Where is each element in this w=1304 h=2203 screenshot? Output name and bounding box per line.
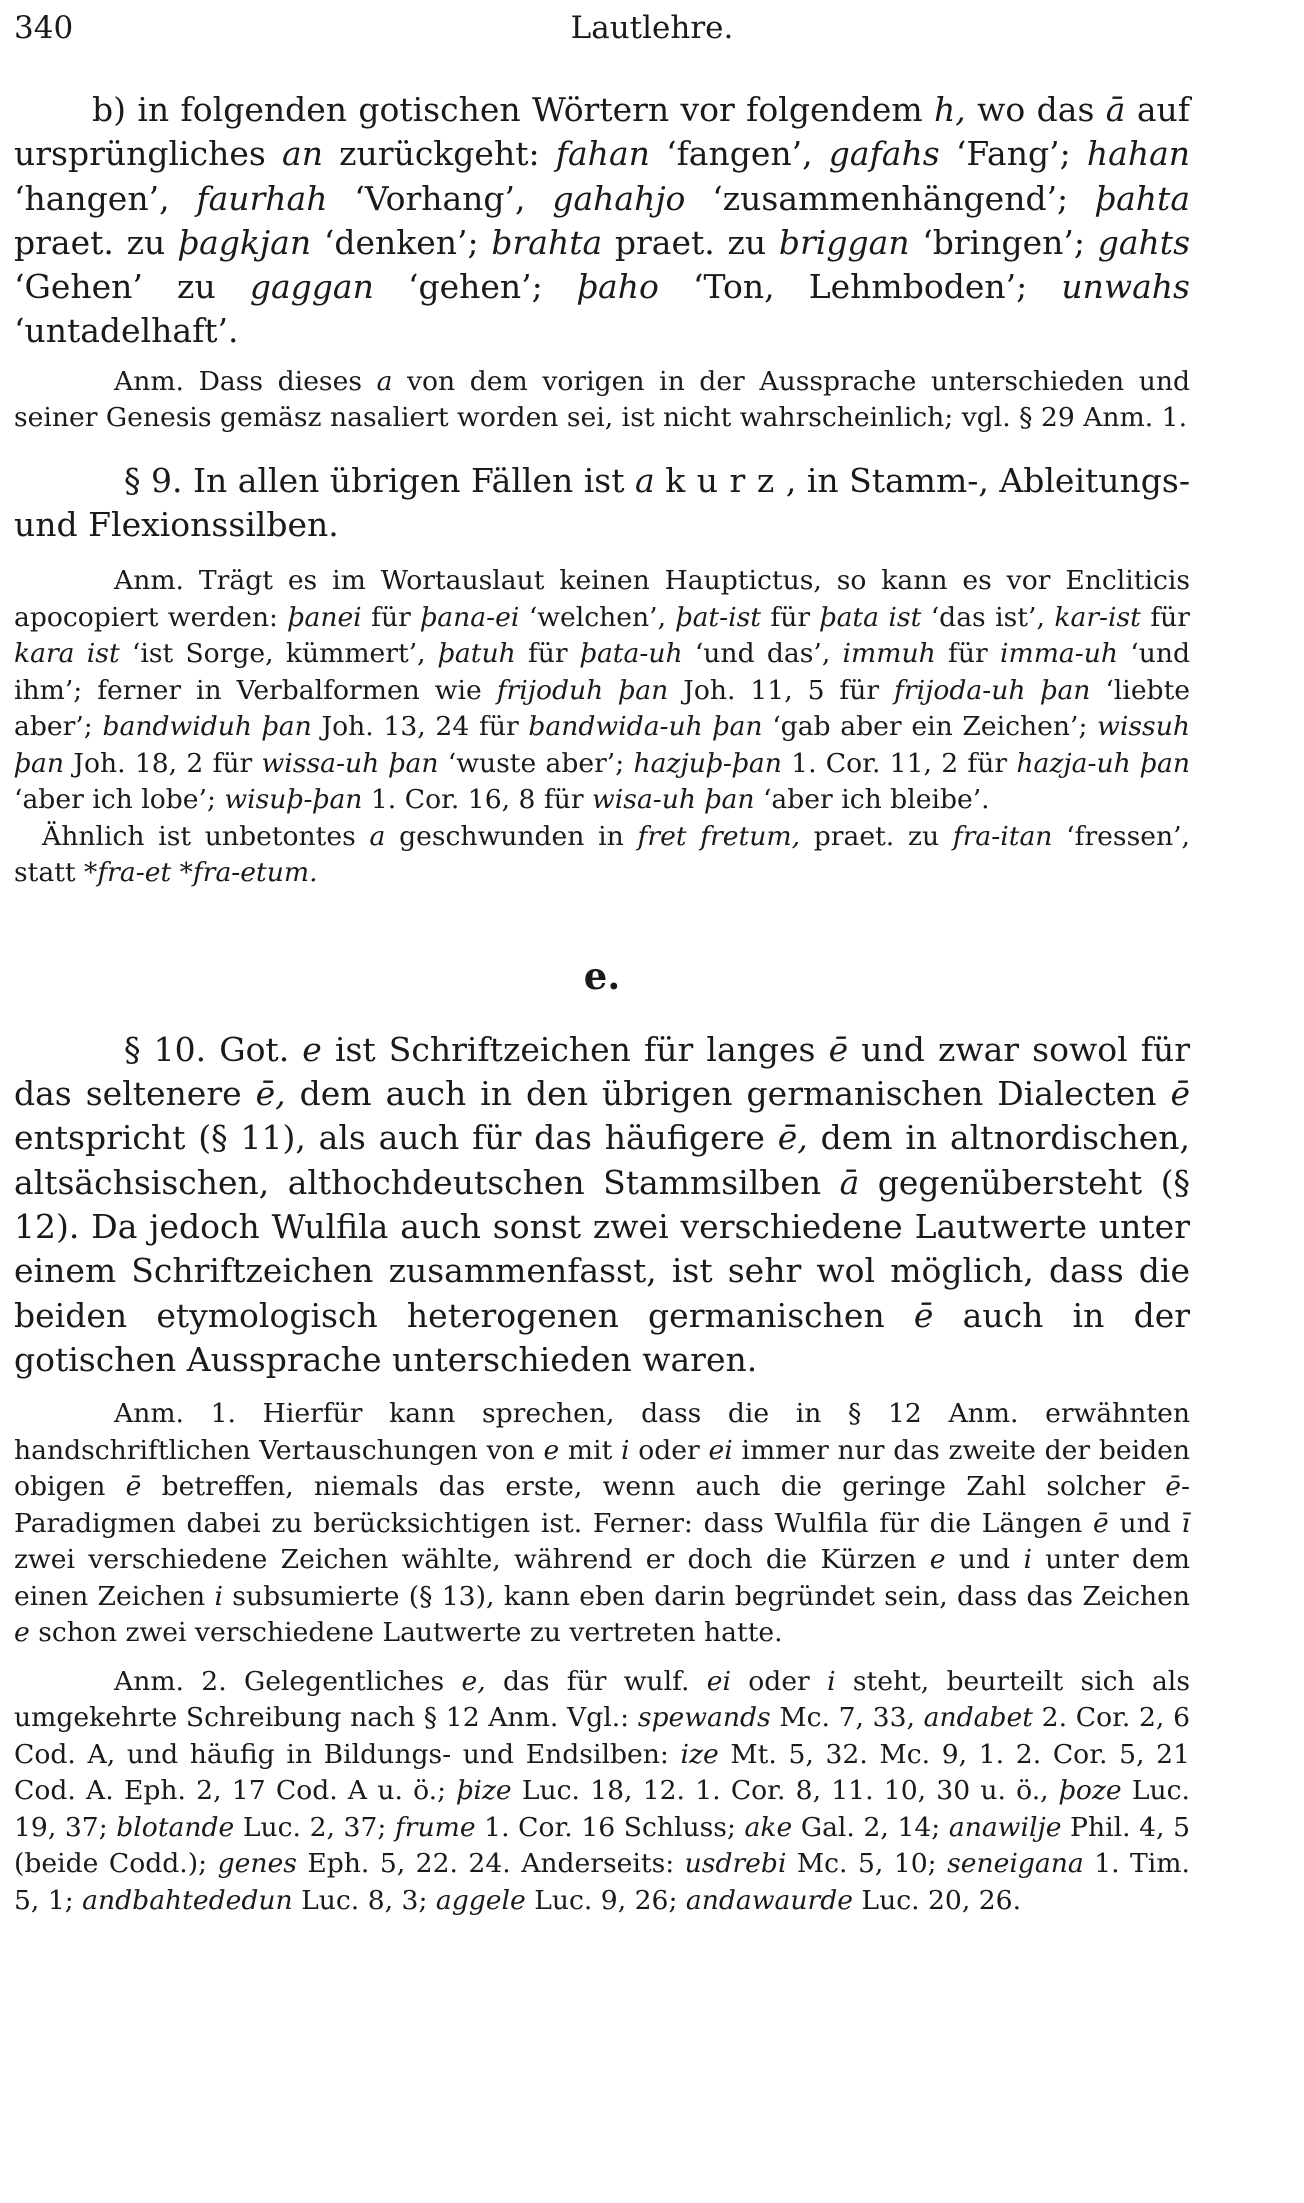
note-anm-b: Anm. Dass dieses a von dem vorigen in der Aussprache unterschieden und seiner Genesis gemäsz nasaliert worden sei, ist nicht wahrscheinlich; vgl. § 29 Anm. 1. — [14, 365, 1191, 434]
section-9: § 9. In allen übrigen Fällen ist a kurz, in Stamm-, Ableitungs- und Flexionssilben. — [14, 460, 1190, 545]
section-10: § 10. Got. e ist Schriftzeichen für langes ē und zwar sowol für das seltenere ē, dem auch in den übrigen germanischen Dialecten ē entspricht (§ 11), als auch für das häufigere ē, dem in altnordischen, altsächsischen, althochdeutschen Stammsilben ā gegenübersteht (§ 12). Da jedoch Wulfila auch sonst zwei verschiedene Lautwerte unter einem Schriftzeichen zusammenfasst, ist sehr wol möglich, dass die beiden etymologisch heterogenen germanischen ē auch in der gotischen Aussprache unterschieden waren. — [14, 1029, 1191, 1379]
note-anm-10-1: Anm. 1. Hierfür kann sprechen, dass die in § 12 Anm. erwähnten handschriftlichen Vertauschungen von e mit i oder ei immer nur das zweite der beiden obigen ē betreffen, niemals das erste, wenn auch die geringe Zahl solcher ē-Paradigmen dabei zu berücksichtigen ist. Ferner: dass Wulfila für die Längen ē und ī zwei verschiedene Zeichen wählte, während er doch die Kürzen e und i unter dem einen Zeichen i subsumierte (§ 13), kann eben darin begründet sein, dass das Zeichen e schon zwei verschiedene Lautwerte zu vertreten hatte. — [14, 1398, 1190, 1649]
note-anm-9-continued: Ähnlich ist unbetontes a geschwunden in fret fretum, praet. zu fra-itan ‘fressen’, statt *fra-et *fra-etum. — [14, 820, 1190, 889]
note-anm-9: Anm. Trägt es im Wortauslaut keinen Hauptictus, so kann es vor Encliticis apocopiert werden: þanei für þana-ei ‘welchen’, þat-ist für þata ist ‘das ist’, kar-ist für kara ist ‘ist Sorge, kümmert’, þatuh für þata-uh ‘und das’, immuh für imma-uh ‘und ihm’; ferner in Verbalformen wie frijoduh þan Joh. 11, 5 für frijoda-uh þan ‘liebte aber’; bandwiduh þan Joh. 13, 24 für bandwida-uh þan ‘gab aber ein Zeichen’; wissuh þan Joh. 18, 2 für wissa-uh þan ‘wuste aber’; hazjuþ-þan 1. Cor. 11, 2 für hazja-uh þan ‘aber ich lobe’; wisuþ-þan 1. Cor. 16, 8 für wisa-uh þan ‘aber ich bleibe’. — [14, 565, 1191, 816]
note-anm-10-2: Anm. 2. Gelegentliches e, das für wulf. ei oder i steht, beurteilt sich als umgekehrte Schreibung nach § 12 Anm. Vgl.: spewands Mc. 7, 33, andabet 2. Cor. 2, 6 Cod. A, und häufig in Bildungs- und Endsilben: ize Mt. 5, 32. Mc. 9, 1. 2. Cor. 5, 21 Cod. A. Eph. 2, 17 Cod. A u. ö.; þize Luc. 18, 12. 1. Cor. 8, 11. 10, 30 u. ö., þoze Luc. 19, 37; blotande Luc. 2, 37; frume 1. Cor. 16 Schluss; ake Gal. 2, 14; anawilje Phil. 4, 5 (beide Codd.); genes Eph. 5, 22. 24. Anderseits: usdrebi Mc. 5, 10; seneigana 1. Tim. 5, 1; andbahtededun Luc. 8, 3; aggele Luc. 9, 26; andawaurde Luc. 20, 26. — [14, 1665, 1191, 1916]
page-body — [14, 88, 1190, 1919]
section-heading-e: e. — [583, 953, 621, 998]
running-header — [14, 10, 1290, 50]
page-number: 340 — [14, 10, 74, 46]
running-title: Lautlehre. — [570, 10, 734, 46]
paragraph-b: b) in folgenden gotischen Wörtern vor folgendem h, wo das ā auf ursprüngliches an zurückgeht: fahan ‘fangen’, gafahs ‘Fang’; hahan ‘hangen’, faurhah ‘Vorhang’, gahahjo ‘zusammenhängend’; þahta praet. zu þagkjan ‘denken’; brahta praet. zu briggan ‘bringen’; gahts ‘Gehen’ zu gaggan ‘gehen’; þaho ‘Ton, Lehmboden’; unwahs ‘untadelhaft’. — [14, 90, 1191, 351]
